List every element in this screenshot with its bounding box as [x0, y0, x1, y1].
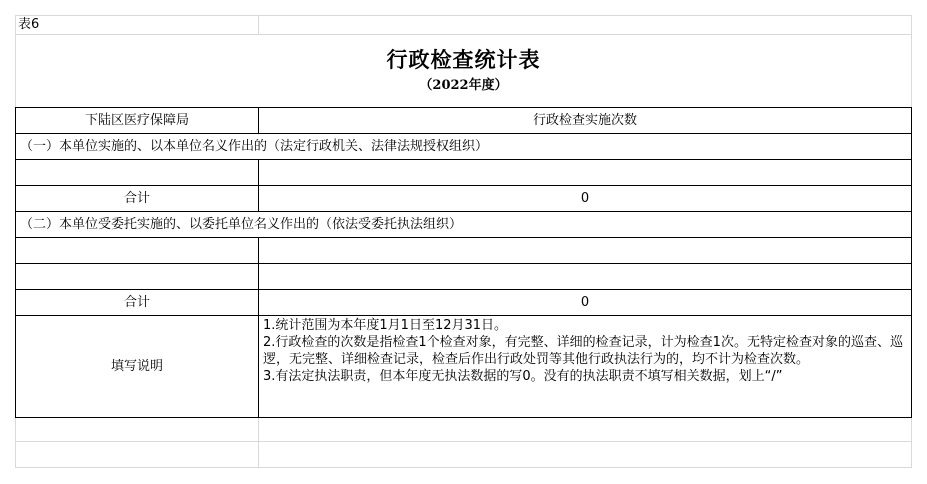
section1-label: （一）本单位实施的、以本单位名义作出的（法定行政机关、法律法规授权组织）	[20, 138, 489, 154]
grid-line	[15, 467, 912, 468]
grid-line	[258, 417, 259, 468]
instructions-line: 2.行政检查的次数是指检查1个检查对象，有完整、详细的检查记录，计为检查1次。无特定检查对象的巡查、巡逻，无完整、详细检查记录，检查后作出行政处罚等其他行政执法行为的，均不计为检查次数。	[263, 335, 903, 367]
instructions-line: 1.统计范围为本年度1月1日至12月31日。	[263, 318, 508, 333]
grid-line	[911, 15, 912, 107]
header-count-column: 行政检查实施次数	[532, 112, 637, 128]
page-subtitle: （2022年度）	[419, 78, 508, 93]
grid-line	[15, 417, 16, 468]
section1-empty-row	[16, 160, 258, 185]
table-border	[15, 417, 912, 418]
grid-line	[911, 417, 912, 468]
section2-total-value: 0	[580, 294, 590, 310]
header-agency: 下陆区医疗保障局	[84, 112, 189, 128]
table-border	[911, 107, 912, 418]
page-title: 行政检查统计表	[386, 47, 541, 72]
grid-line	[258, 15, 259, 35]
section2-label: （二）本单位受委托实施的、以委托单位名义作出的（依法受委托执法组织）	[20, 216, 463, 232]
section2-empty-row	[16, 264, 258, 289]
instructions-text	[259, 316, 911, 417]
grid-line	[15, 441, 912, 442]
section1-total-label: 合计	[123, 190, 150, 206]
section2-total-label: 合计	[123, 294, 150, 310]
section1-total-value: 0	[580, 190, 590, 206]
sheet-label: 表6	[18, 17, 40, 32]
instructions-label: 填写说明	[110, 358, 163, 374]
section2-empty-row	[16, 238, 258, 263]
instructions-line: 3.有法定执法职责，但本年度无执法数据的写0。没有的执法职责不填写相关数据，划上“/”	[263, 369, 783, 384]
